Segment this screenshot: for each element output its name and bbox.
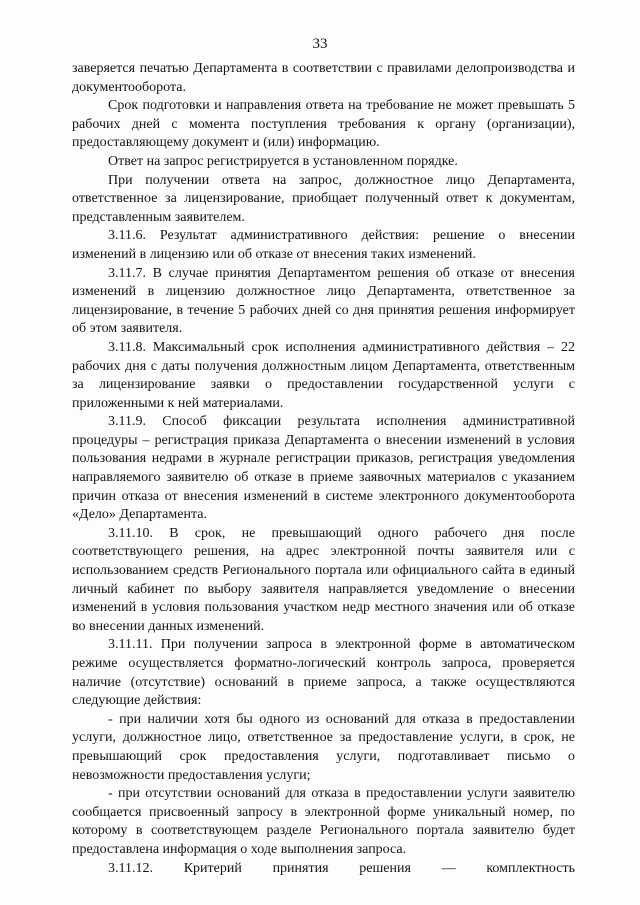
paragraph-3-11-8: 3.11.8. Максимальный срок исполнения административного действия – 22 рабочих дня с даты получения должностным лицом Департамента, ответственным за лицензирование заявки о предоставлении государственной услуги с приложенными к ней материалами.	[72, 339, 575, 411]
paragraph-response-deadline: Срок подготовки и направления ответа на требование не может превышать 5 рабочих дней с момента поступления требования к органу (организации), предоставляющему документ и (или) информацию.	[72, 98, 575, 151]
paragraph-3-11-7: 3.11.7. В случае принятия Департаментом решения об отказе от внесения изменений в лицензию должностное лицо Департамента, ответственное за лицензирование, в течение 5 рабочих дней со дня принятия решения информирует об этом заявителя.	[72, 265, 575, 337]
paragraph-3-11-9: 3.11.9. Способ фиксации результата исполнения административной процедуры – регистрация приказа Департамента о внесении изменений в условия пользования недрами в журнале регистрации приказов, регистрация уведомления направляемого заявителю об отказе в приеме заявочных материалов с указанием причин отказа от внесения изменений в системе электронного документооборота «Дело» Департамента.	[72, 414, 575, 523]
list-item-no-refusal-grounds: - при отсутствии оснований для отказа в предоставлении услуги заявителю сообщается присвоенный запросу в электронной форме уникальный номер, по которому в соответствующем разделе Регионального портала заявителю будет предоставлена информация о ходе выполнения запроса.	[72, 786, 575, 857]
paragraph-3-11-6: 3.11.6. Результат административного действия: решение о внесении изменений в лицензию или об отказе от внесения таких изменений.	[72, 228, 575, 262]
page-number: 33	[312, 36, 328, 52]
paragraph-response-attachment: При получении ответа на запрос, должностное лицо Департамента, ответственное за лицензирование, приобщает полученный ответ к документам, представленным заявителем.	[72, 172, 575, 225]
document-body	[72, 60, 575, 878]
paragraph-3-11-12: 3.11.12. Критерий принятия решения — комплектность	[108, 860, 575, 876]
paragraph-3-11-11: 3.11.11. При получении запроса в электронной форме в автоматическом режиме осуществляется форматно-логический контроль запроса, проверяется наличие (отсутствие) оснований в приеме запроса, а также осуществляются следующие действия:	[72, 637, 575, 709]
paragraph-seal-continuation: заверяется печатью Департамента в соответствии с правилами делопроизводства и документооборота.	[72, 61, 575, 95]
list-item-refusal-grounds: - при наличии хотя бы одного из оснований для отказа в предоставлении услуги, должностное лицо, ответственное за предоставление услуги, в срок, не превышающий срок предоставления услуги, подготавливает письмо о невозможности предоставления услуги;	[72, 711, 575, 783]
paragraph-response-registration: Ответ на запрос регистрируется в установленном порядке.	[108, 153, 458, 169]
paragraph-3-11-10: 3.11.10. В срок, не превышающий одного рабочего дня после соответствующего решения, на адрес электронной почты заявителя или с использованием средств Регионального портала или официального сайта в единый личный кабинет по выбору заявителя направляется уведомление о внесении изменений в условия пользования участком недр местного значения или об отказе во внесении данных изменений.	[72, 525, 575, 634]
